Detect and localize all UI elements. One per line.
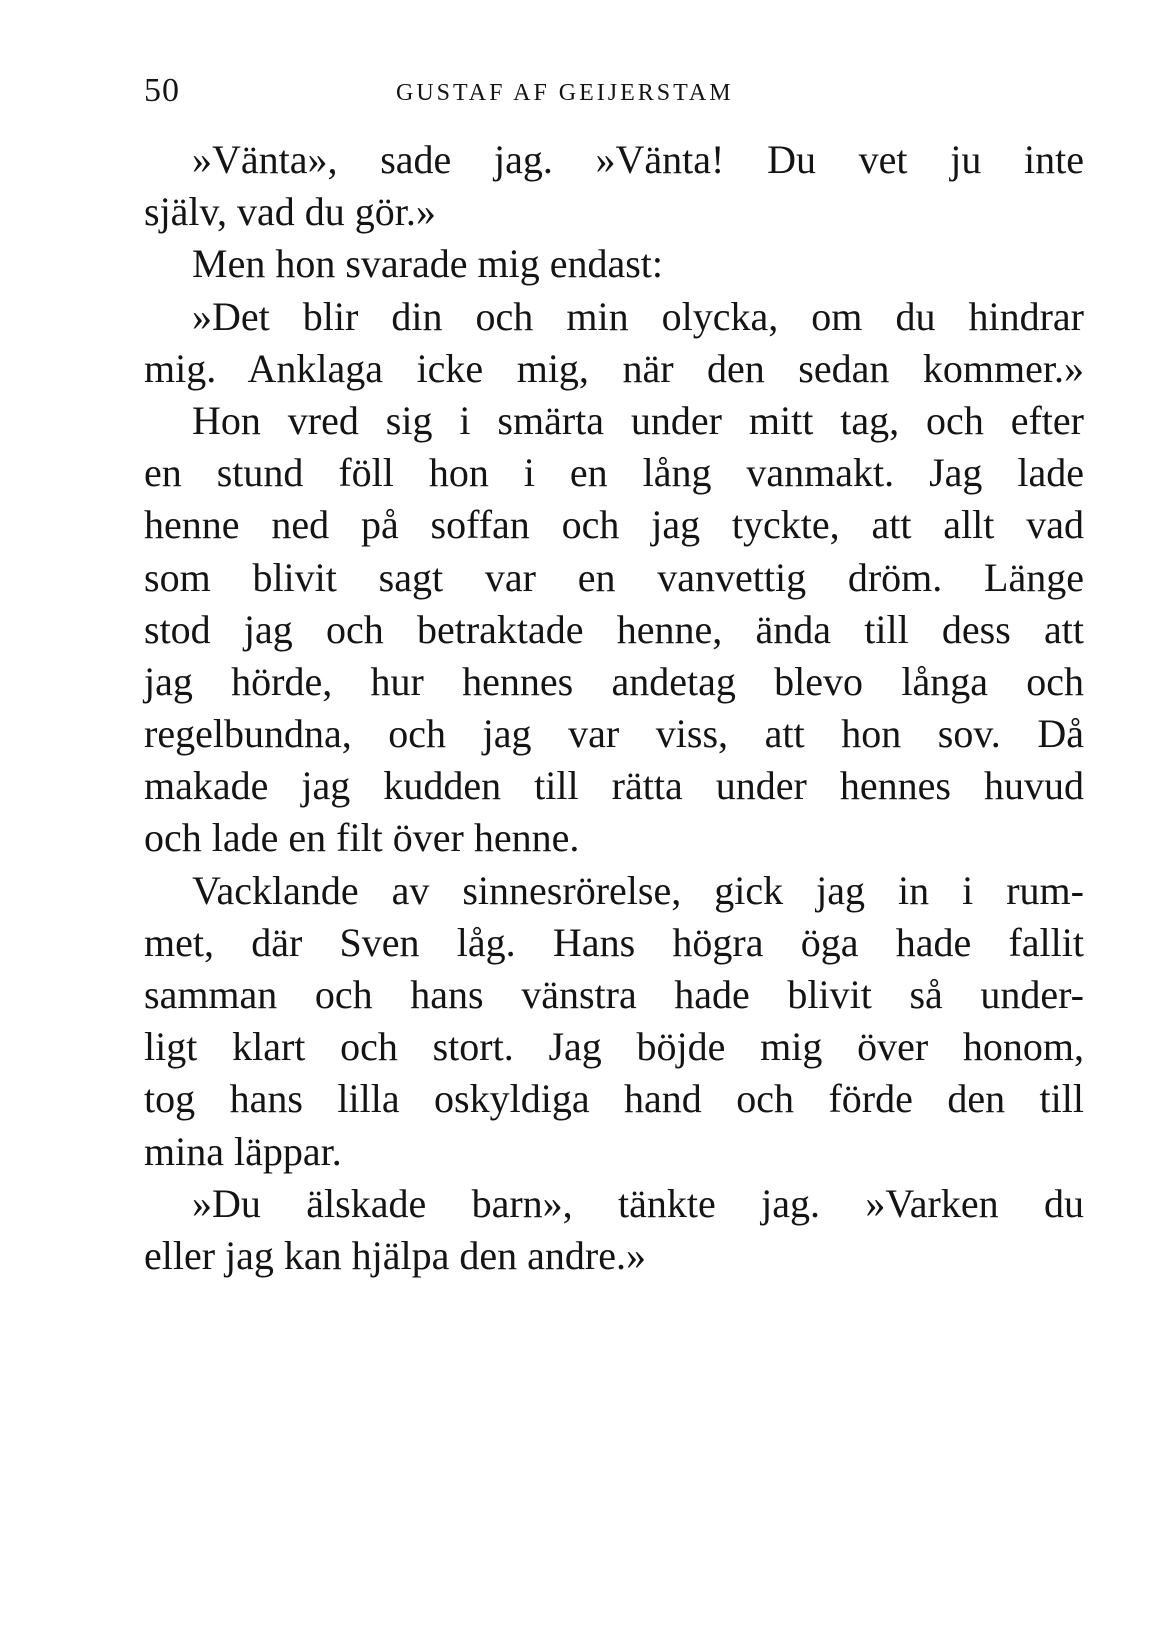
text-line: regelbundna, och jag var viss, att hon sov. Då [144, 711, 1084, 757]
text-line: mina läppar. [144, 1128, 342, 1174]
running-header [144, 72, 1094, 112]
body-text [144, 134, 1084, 1282]
text-line: stod jag och betraktade henne, ända till dess att [144, 606, 1084, 652]
text-line: Hon vred sig i smärta under mitt tag, och efter [192, 397, 1084, 443]
text-line: Vacklande av sinnesrörelse, gick jag in i rum- [192, 867, 1084, 913]
text-line: met, där Sven låg. Hans högra öga hade fallit [144, 919, 1084, 965]
text-line: tog hans lilla oskyldiga hand och förde den till [144, 1076, 1084, 1122]
text-line: »Vänta», sade jag. »Vänta! Du vet ju inte [192, 137, 1084, 182]
text-line: en stund föll hon i en lång vanmakt. Jag lade [144, 450, 1084, 496]
text-line: eller jag kan hjälpa den andre.» [144, 1232, 646, 1278]
text-line: ligt klart och stort. Jag böjde mig över honom, [144, 1024, 1084, 1070]
text-line: henne ned på soffan och jag tyckte, att allt vad [144, 502, 1084, 548]
text-line: och lade en filt över henne. [144, 815, 580, 861]
header-title: GUSTAF AF GEIJERSTAM [396, 80, 734, 106]
text-line: själv, vad du gör.» [144, 189, 436, 235]
text-line: »Du älskade barn», tänkte jag. »Varken du [192, 1180, 1084, 1226]
text-line: samman och hans vänstra hade blivit så under- [144, 972, 1084, 1017]
text-line: som blivit sagt var en vanvettig dröm. Länge [144, 554, 1084, 600]
text-line: mig. Anklaga icke mig, när den sedan kommer.» [144, 345, 1084, 391]
page-number: 50 [144, 72, 180, 109]
text-line: jag hörde, hur hennes andetag blevo långa och [144, 658, 1084, 704]
text-line: »Det blir din och min olycka, om du hindrar [192, 293, 1084, 339]
text-line: Men hon svarade mig endast: [192, 241, 663, 287]
text-line: makade jag kudden till rätta under hennes huvud [144, 763, 1084, 809]
